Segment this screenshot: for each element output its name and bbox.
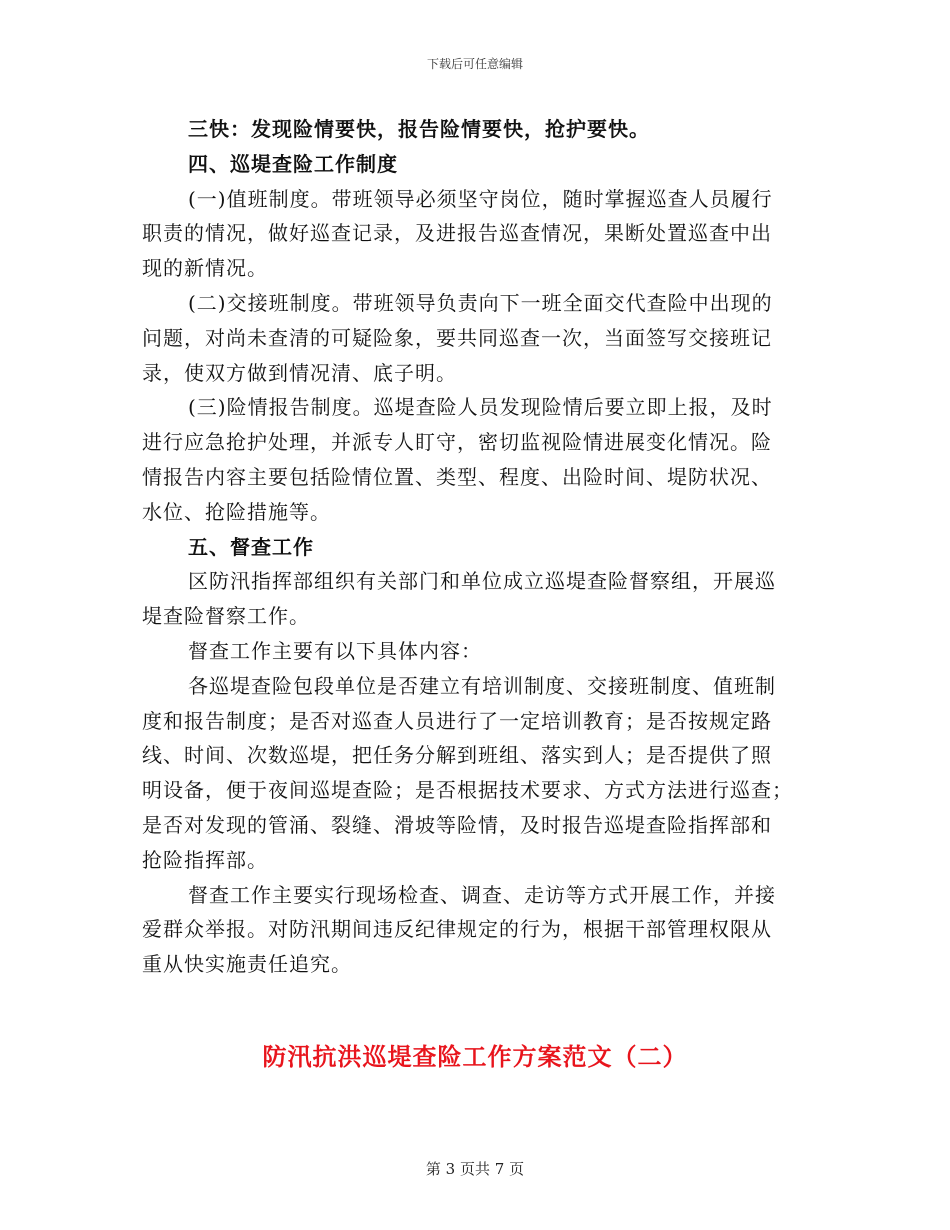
text-line: 四、巡堤查险工作制度 bbox=[188, 151, 398, 176]
document-body bbox=[142, 112, 808, 982]
text-line: 各巡堤查险包段单位是否建立有培训制度、交接班制度、值班制 bbox=[188, 673, 776, 698]
section-title: 防汛抗洪巡堤查险工作方案范文（二） bbox=[262, 1042, 688, 1071]
text-line: 堤查险督察工作。 bbox=[142, 604, 310, 629]
text-line: 爱群众举报。对防汛期间违反纪律规定的行为，根据干部管理权限从 bbox=[142, 917, 772, 942]
text-line: 三快：发现险情要快，报告险情要快，抢护要快。 bbox=[188, 117, 650, 141]
text-line: 明设备，便于夜间巡堤查险；是否根据技术要求、方式方法进行巡查； bbox=[142, 778, 793, 803]
text-line: 督查工作主要有以下具体内容： bbox=[188, 638, 482, 663]
text-line: 进行应急抢护处理，并派专人盯守，密切监视险情进展变化情况。险 bbox=[142, 430, 772, 455]
page-header: 下载后可任意编辑 bbox=[426, 57, 523, 71]
text-line: 区防汛指挥部组织有关部门和单位成立巡堤查险督察组，开展巡 bbox=[188, 569, 776, 594]
text-line: 抢险指挥部。 bbox=[142, 847, 268, 872]
text-line: 五、督查工作 bbox=[188, 534, 314, 559]
text-line: 情报告内容主要包括险情位置、类型、程度、出险时间、堤防状况、 bbox=[142, 464, 772, 489]
text-line: 职责的情况，做好巡查记录，及进报告巡查情况，果断处置巡查中出 bbox=[142, 221, 772, 246]
text-line: 现的新情况。 bbox=[142, 256, 268, 281]
text-line: 度和报告制度；是否对巡查人员进行了一定培训教育；是否按规定路 bbox=[142, 708, 772, 733]
text-line: 问题，对尚未查清的可疑险象，要共同巡查一次，当面签写交接班记 bbox=[142, 325, 772, 350]
text-line: 水位、抢险措施等。 bbox=[142, 499, 331, 524]
page-footer: 第 3 页共 7 页 bbox=[425, 1160, 525, 1178]
text-line: (二)交接班制度。带班领导负责向下一班全面交代查险中出现的 bbox=[188, 290, 773, 315]
text-line: 重从快实施责任追究。 bbox=[142, 952, 352, 977]
text-line: 线、时间、次数巡堤，把任务分解到班组、落实到人；是否提供了照 bbox=[142, 743, 772, 768]
text-line: 是否对发现的管涌、裂缝、滑坡等险情，及时报告巡堤查险指挥部和 bbox=[142, 812, 772, 837]
text-line: (三)险情报告制度。巡堤查险人员发现险情后要立即上报，及时 bbox=[188, 395, 773, 420]
text-line: (一)值班制度。带班领导必须坚守岗位，随时掌握巡查人员履行 bbox=[188, 186, 773, 211]
text-line: 督查工作主要实行现场检查、调查、走访等方式开展工作，并接 bbox=[188, 882, 776, 907]
text-line: 录，使双方做到情况清、底子明。 bbox=[142, 360, 457, 385]
